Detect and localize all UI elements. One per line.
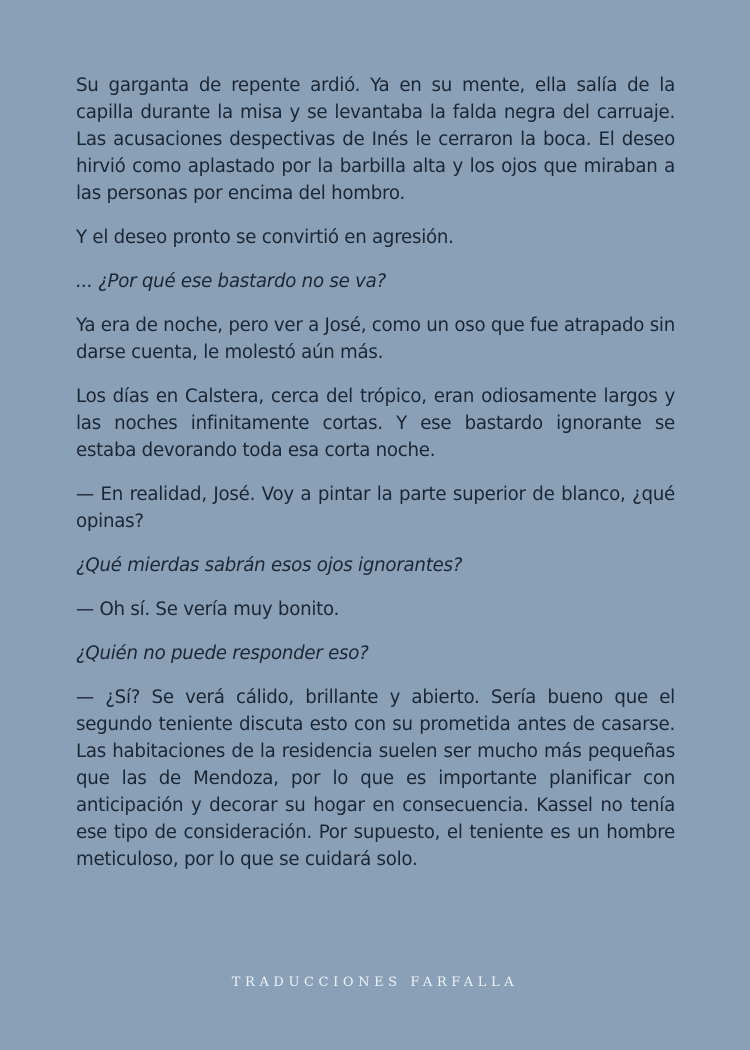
italic-thought: ... ¿Por qué ese bastardo no se va?	[76, 271, 386, 292]
dialogue-line: — Oh sí. Se vería muy bonito.	[76, 599, 340, 620]
italic-thought: ¿Quién no puede responder eso?	[76, 643, 369, 664]
paragraph: Su garganta de repente ardió. Ya en su mente, ella salía de la capilla durante la misa y se levantaba la falda negra del carruaje. Las acusaciones despectivas de Inés le cerraron la boca. El deseo hirvió como aplastado por la barbilla alta y los ojos que miraban a las personas por encima del hombro.	[76, 75, 675, 204]
dialogue-line: — En realidad, José. Voy a pintar la parte superior de blanco, ¿qué opinas?	[76, 484, 675, 532]
page-body	[76, 72, 675, 890]
paragraph: Ya era de noche, pero ver a José, como un oso que fue atrapado sin darse cuenta, le molestó aún más.	[76, 315, 675, 363]
translator-credit: TRADUCCIONES FARFALLA	[231, 975, 519, 990]
italic-thought: ¿Qué mierdas sabrán esos ojos ignorantes?	[76, 555, 463, 576]
dialogue-line: — ¿Sí? Se verá cálido, brillante y abierto. Sería bueno que el segundo teniente discuta esto con su prometida antes de casarse. Las habitaciones de la residencia suelen ser mucho más pequeñas que las de Mendoza, por lo que es importante planificar con anticipación y decorar su hogar en consecuencia. Kassel no tenía ese tipo de consideración. Por supuesto, el teniente es un hombre meticuloso, por lo que se cuidará solo.	[76, 687, 675, 870]
paragraph: Los días en Calstera, cerca del trópico, eran odiosamente largos y las noches infinitamente cortas. Y ese bastardo ignorante se estaba devorando toda esa corta noche.	[76, 386, 675, 461]
paragraph: Y el deseo pronto se convirtió en agresión.	[76, 227, 454, 248]
